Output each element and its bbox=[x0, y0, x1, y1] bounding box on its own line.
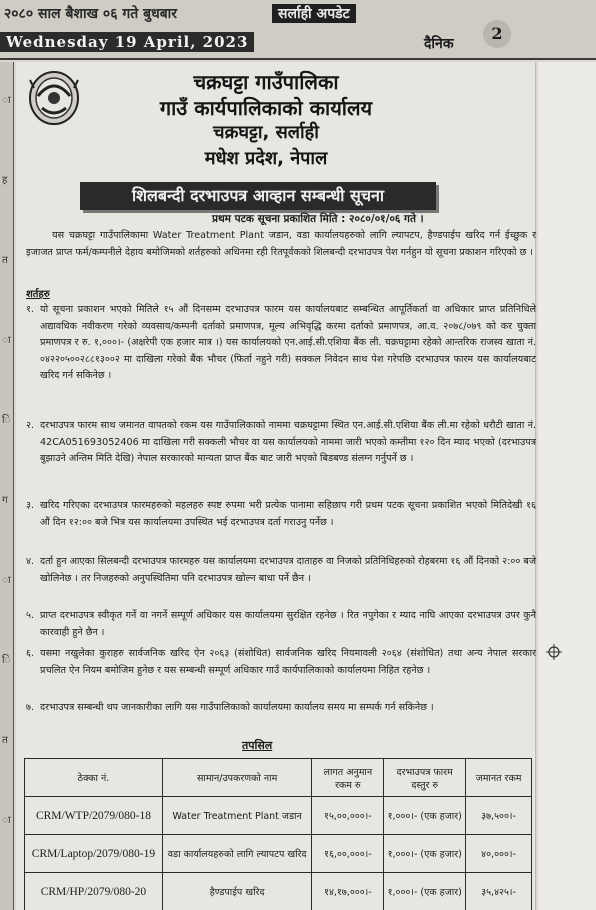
condition-item bbox=[26, 700, 536, 717]
condition-text: खरिद गरिएका दरभाउपत्र फारमहरुको महलहरु स्पष्ट रुपमा भरी प्रत्येक पानामा सहिछाप गरी प्रथम पटक सूचना प्रकाशित भएको मितिदेखी १६ औं दिन १२:०० बजे भित्र यस कार्यालयमा उपस्थित भई दरभाउपत्र दर्ता गराउनु पर्नेछ । bbox=[40, 500, 536, 528]
page-number: 2 bbox=[483, 20, 511, 48]
table-row bbox=[25, 797, 532, 835]
office-name: गाउँ कार्यपालिकाको कार्यालय bbox=[159, 96, 373, 120]
condition-number: ४. bbox=[26, 556, 35, 567]
english-date: Wednesday 19 April, 2023 bbox=[0, 32, 254, 52]
condition-item bbox=[26, 418, 536, 468]
col-header-security-amount: जमानत रकम bbox=[466, 759, 532, 797]
province-country: मधेश प्रदेश, नेपाल bbox=[204, 148, 328, 169]
item-name-cell: हैण्डपाईप खरिद bbox=[162, 873, 312, 910]
section-tag: सर्लाही अपडेट bbox=[272, 4, 356, 23]
condition-text: प्राप्त दरभाउपत्र स्वीकृत गर्ने वा नगर्ने सम्पूर्ण अधिकार यस कार्यालयमा सुरक्षित रहनेछ । रित नपुगेका र म्याद नाघि आएका दरभाउपत्र उपर कुनै कारवाही हुने छैन । bbox=[40, 610, 536, 638]
security-amount-cell: ३७,५००।- bbox=[466, 797, 532, 835]
strip-glyph: ा bbox=[2, 335, 11, 346]
condition-number: ५. bbox=[26, 610, 35, 621]
registration-mark-icon bbox=[546, 644, 562, 660]
contract-no-cell: CRM/WTP/2079/080-18 bbox=[25, 797, 163, 835]
nepal-emblem-logo bbox=[28, 68, 80, 126]
published-date: प्रथम पटक सूचना प्रकाशित मिति : २०८०/०१/०६ गते । bbox=[212, 213, 424, 225]
condition-text: यो सूचना प्रकाशन भएको मितिले १५ औं दिनसम्म दरभाउपत्र फारम यस कार्यालयबाट सम्बन्धित आपूर्तिकर्ता वा अधिकार प्राप्त प्रतिनिधिले अद्यावधिक नवीकरण गरेको व्यवसाय/कम्पनी दर्ताको प्रमाणपत्र, मूल्य अभिवृद्धि करमा दर्ताको प्रमाणपत्र, आ.व. २०७८/०७९ को कर चुक्ता प्रमाणपत्र र रु. १,०००।- (अक्षरेपी एक हजार मात्र ।) यस कार्यालयको एन.आई.सी.एशिया बैंक ली. चक्रघट्टामा रहेको आन्तरिक राजस्व खाता नं. ०४२२०५००२८८१३००२ मा दाखिला गरेको बैंक भौचर (फिर्ता नहुने गरी) सक्कल निवेदन साथ पेश गरेपछि दरभाउपत्र फारम यस कार्यालयबाट खरिद गर्न सकिनेछ । bbox=[40, 304, 536, 381]
office-location: चक्रघट्टा, सर्लाही bbox=[213, 122, 319, 143]
strip-glyph: ा bbox=[2, 95, 11, 106]
item-name-cell: वडा कार्यालयहरुको लागि ल्यापटप खरिद bbox=[162, 835, 312, 873]
condition-item bbox=[26, 608, 536, 641]
cost-estimate-cell: १४,१७,०००।- bbox=[312, 873, 384, 910]
form-fee-cell: १,०००।- (एक हजार) bbox=[384, 873, 466, 910]
strip-glyph: ह bbox=[2, 175, 8, 186]
col-header-form-fee: दरभाउपत्र फारम दस्तुर रु bbox=[384, 759, 466, 797]
strip-glyph: ग bbox=[2, 495, 8, 506]
strip-glyph: त bbox=[2, 255, 8, 266]
cost-estimate-cell: १६,००,०००।- bbox=[312, 835, 384, 873]
condition-text: दरभाउपत्र सम्बन्धी थप जानकारीका लागि यस गाउँपालिकाको कार्यालयमा कार्यालय समय मा सम्पर्क गर्न सकिनेछ । bbox=[40, 702, 434, 713]
table-row bbox=[25, 835, 532, 873]
security-amount-cell: ३५,४२५।- bbox=[466, 873, 532, 910]
condition-text: दर्ता हुन आएका सिलबन्दी दरभाउपत्र फारमहरु यस कार्यालयमा दरभाउपत्र दाताहरु वा निजको प्रतिनिधिहरुको रोहबरमा १६ औं दिनको २:०० बजे खोलिनेछ । तर निजहरुको अनुपस्थितिमा पनि दरभाउपत्र खोल्न बाधा पर्ने छैन । bbox=[40, 556, 536, 584]
daily-label: दैनिक bbox=[424, 36, 454, 52]
adjacent-column-strip bbox=[0, 62, 14, 910]
municipality-name: चक्रघट्टा गाउँपालिका bbox=[193, 70, 339, 94]
condition-item bbox=[26, 498, 536, 531]
strip-glyph: ि bbox=[2, 655, 11, 666]
strip-glyph: ि bbox=[2, 415, 11, 426]
strip-glyph: त bbox=[2, 735, 8, 746]
condition-number: ७. bbox=[26, 702, 35, 713]
col-header-cost-estimate: लागत अनुमान रकम रु bbox=[312, 759, 384, 797]
contract-no-cell: CRM/HP/2079/080-20 bbox=[25, 873, 163, 910]
condition-item bbox=[26, 554, 536, 587]
nepali-date-line: २०८० साल बैशाख ०६ गते बुधबार bbox=[4, 6, 178, 22]
table-header-row bbox=[25, 759, 532, 797]
contract-no-cell: CRM/Laptop/2079/080-19 bbox=[25, 835, 163, 873]
condition-text: यसमा नखुलेका कुराहरु सार्वजनिक खरिद ऐन २०६३ (संशोधित) सार्वजनिक खरिद नियमावली २०६४ (संशोधित) तथा अन्य नेपाल सरकार प्रचलित ऐन नियम बमोजिम हुनेछ र यस सम्बन्धी सम्पूर्ण अधिकार गाउँ कार्यपालिकाको कार्यालयमा निहित रहनेछ । bbox=[40, 648, 536, 676]
notice-title-banner: शिलबन्दी दरभाउपत्र आव्हान सम्बन्धी सूचना bbox=[80, 182, 436, 210]
strip-glyph: ा bbox=[2, 575, 11, 586]
table-row bbox=[25, 873, 532, 910]
condition-number: २. bbox=[26, 420, 35, 431]
condition-number: ३. bbox=[26, 500, 35, 511]
condition-text: दरभाउपत्र फारम साथ जमानत वापतको रकम यस गाउँपालिकाको नाममा चक्रघट्टामा स्थित एन.आई.सी.एशिया बैंक ली.मा रहेको धरौटी खाता नं. 42CA051693052406 मा दाखिला गरी सक्कली भौचर वा यस कार्यालयको नाममा जारी भएको कम्तीमा १२० दिन म्याद भएको (दरभाउपत्र बुझाउने अन्तिम मिति देखि) नेपाल सरकारको मान्यता प्राप्त बैंक बाट जारी भएको बिडबण्ड संलग्न गर्नुपर्ने छ । bbox=[40, 420, 536, 464]
tender-table bbox=[24, 758, 532, 910]
newspaper-masthead bbox=[0, 0, 596, 60]
condition-number: ६. bbox=[26, 648, 35, 659]
strip-glyph: ा bbox=[2, 815, 11, 826]
form-fee-cell: १,०००।- (एक हजार) bbox=[384, 835, 466, 873]
condition-number: १. bbox=[26, 304, 35, 315]
form-fee-cell: १,०००।- (एक हजार) bbox=[384, 797, 466, 835]
cost-estimate-cell: १५,००,०००।- bbox=[312, 797, 384, 835]
item-name-cell: Water Treatment Plant जडान bbox=[162, 797, 312, 835]
condition-item bbox=[26, 646, 536, 679]
col-header-item-name: सामान/उपकरणको नाम bbox=[162, 759, 312, 797]
security-amount-cell: ४०,०००।- bbox=[466, 835, 532, 873]
col-header-contract-no: ठेक्का नं. bbox=[25, 759, 163, 797]
conditions-heading: शर्तहरु bbox=[26, 289, 50, 300]
notice-paper bbox=[16, 62, 536, 910]
right-page-margin bbox=[538, 62, 596, 910]
intro-paragraph: यस चक्रघट्टा गाउँपालिकामा Water Treatment Plant जडान, वडा कार्यालयहरुको लागि ल्यापटप, हैण्डपाईप खरिद गर्न ईच्छुक र इजाजत प्राप्त फर्म/कम्पनीले देहाय बमोजिमको शर्तहरुको अधिनमा रही रितपूर्वकको शिलबन्दी दरभाउपत्र पेश गर्नहुन यो सूचना प्रकाशन गरिएको छ । bbox=[26, 230, 536, 258]
condition-item bbox=[26, 302, 536, 385]
table-caption: तपसिल bbox=[242, 739, 273, 752]
